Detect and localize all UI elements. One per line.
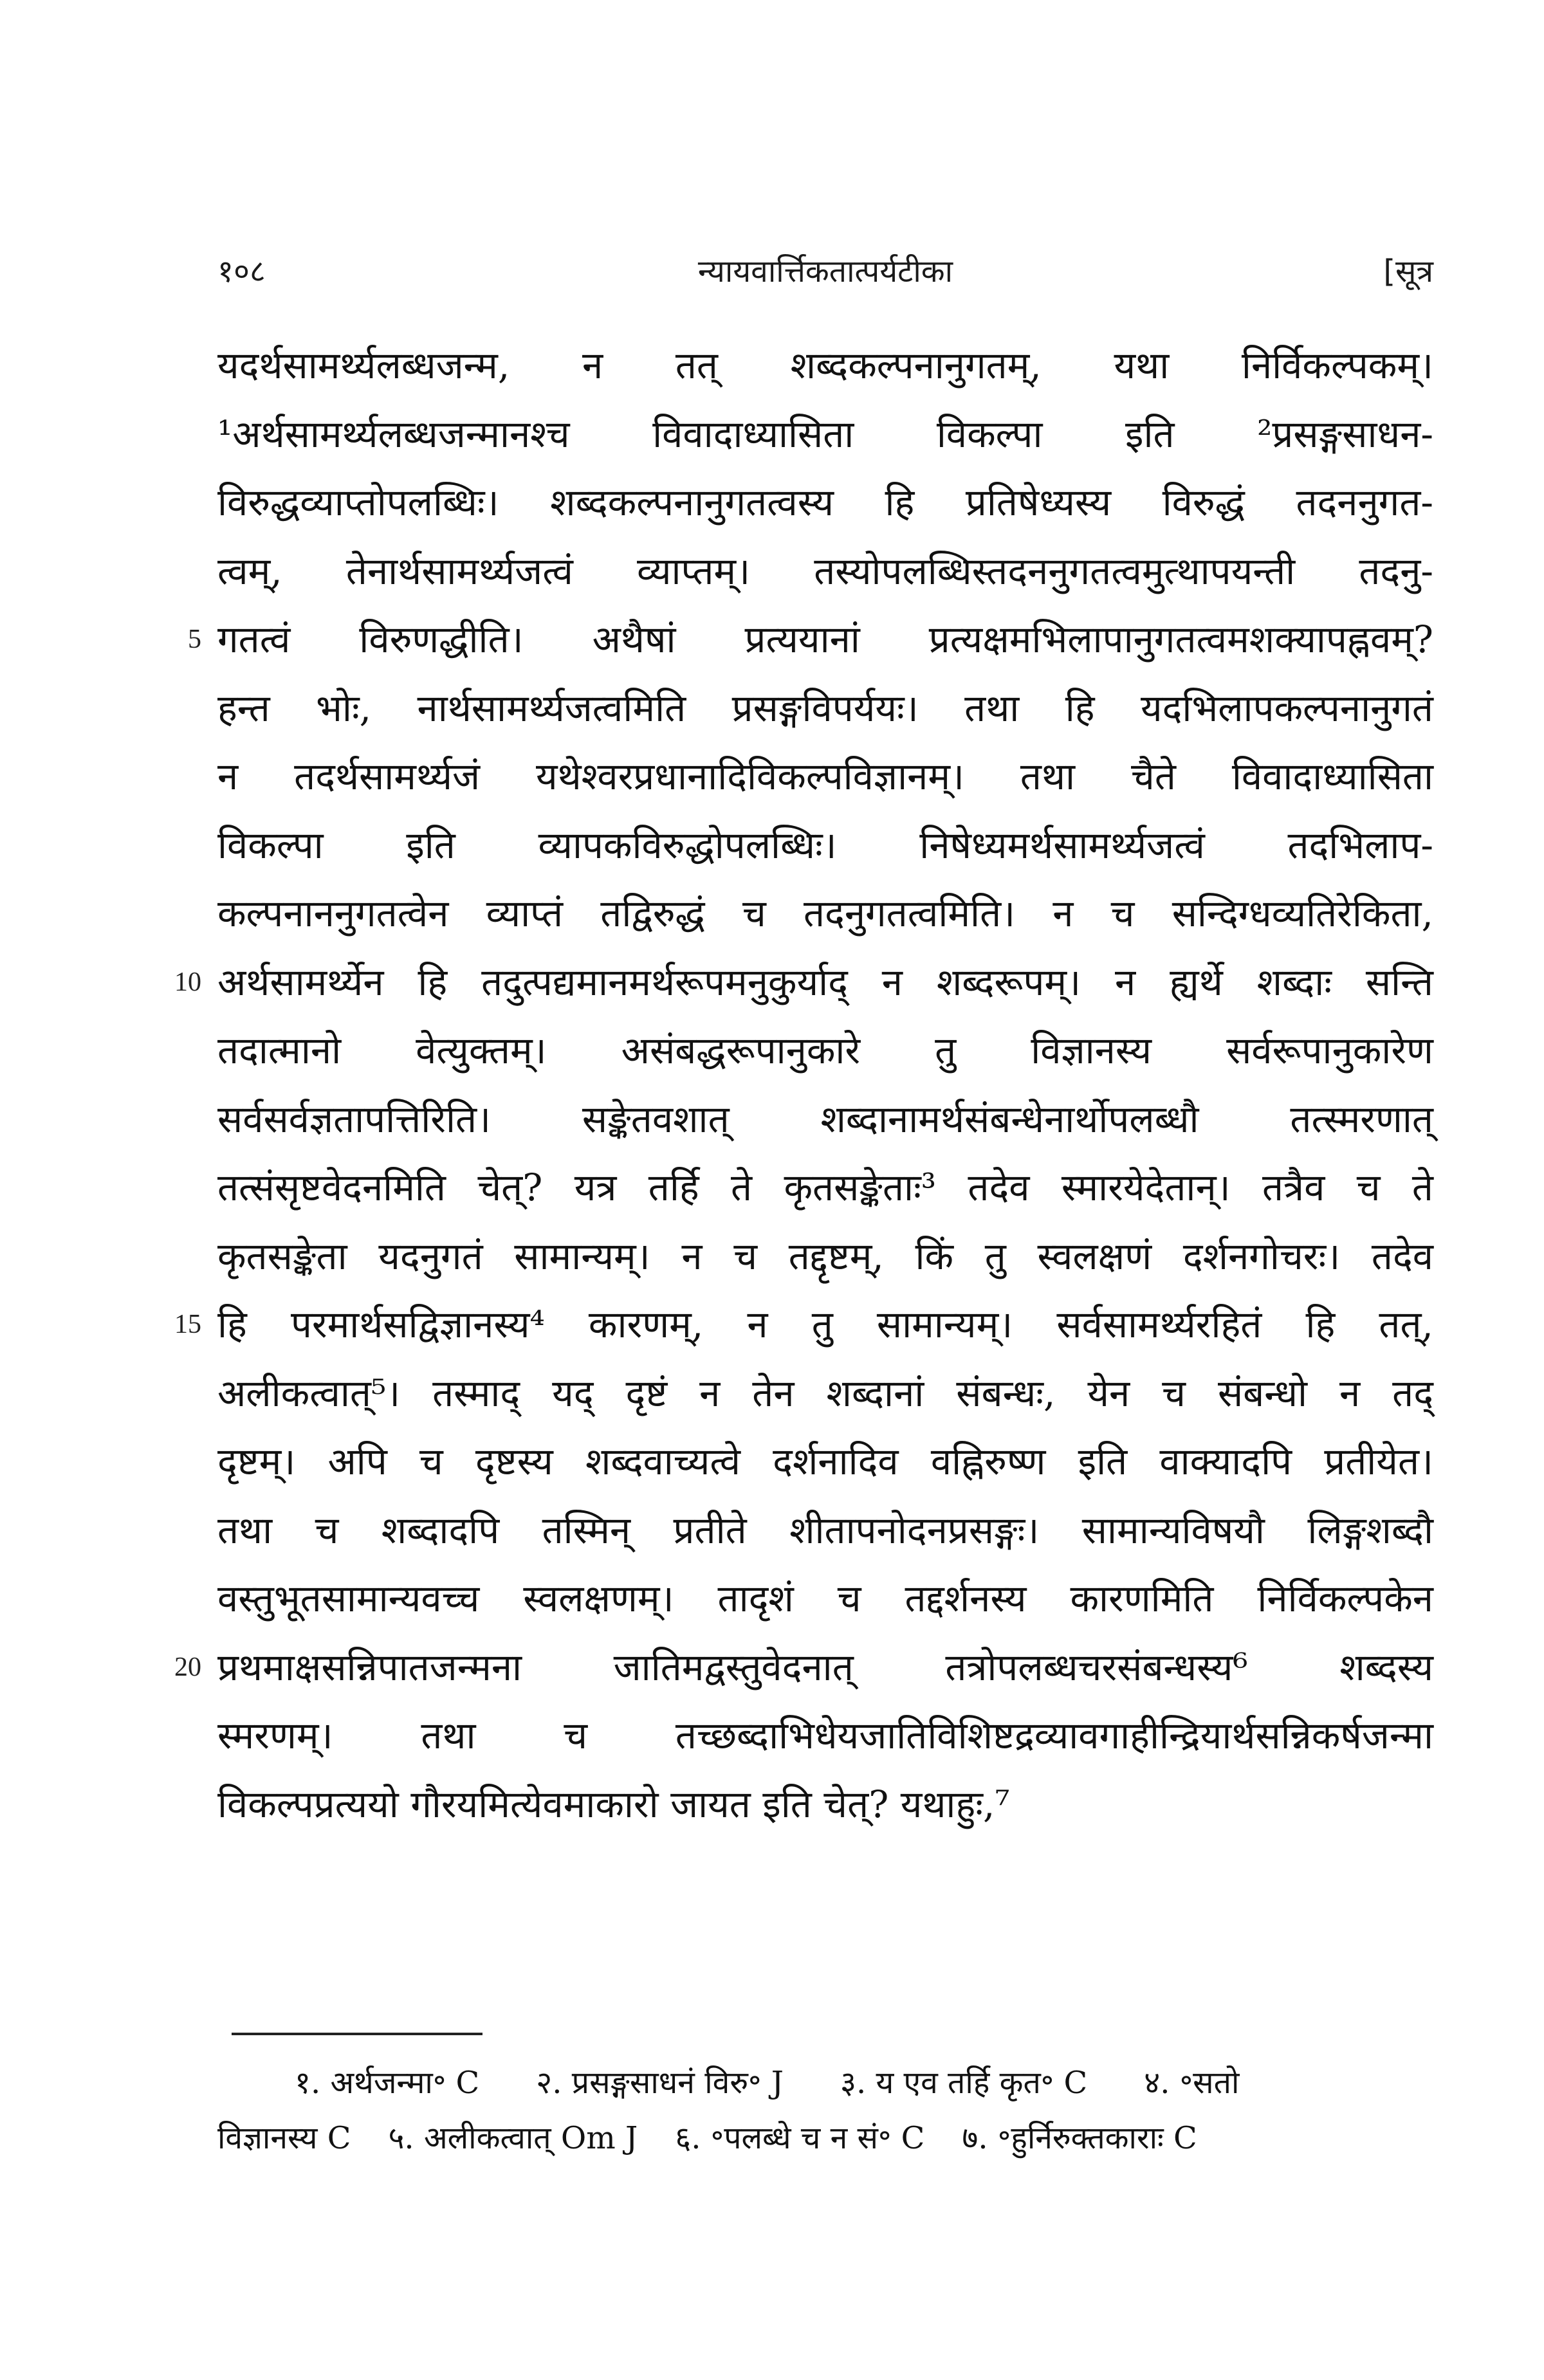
text-line	[188, 605, 1433, 674]
text-line	[174, 948, 1433, 1017]
text-line	[217, 879, 1433, 948]
line-text: न तदर्थसामर्थ्यजं यथेश्वरप्रधानादिविकल्पविज्ञानम्। तथा चैते विवादाध्यासिता	[217, 755, 1433, 798]
line-text: अर्थसामर्थ्येन हि तदुत्पद्यमानमर्थरूपमनुकुर्याद् न शब्दरूपम्। न ह्यर्थे शब्दाः सन्ति	[217, 960, 1433, 1004]
text-line	[217, 331, 1433, 400]
footnote: ३. य एव तर्हि कृत॰ C	[840, 2065, 1088, 2101]
text-line	[217, 811, 1433, 880]
line-text: हन्त भोः, नार्थसामर्थ्यजत्वमिति प्रसङ्गविपर्ययः। तथा हि यदभिलापकल्पनानुगतं	[217, 686, 1433, 730]
text-line	[217, 1359, 1433, 1428]
line-text: हि परमार्थसद्विज्ञानस्य⁴ कारणम्, न तु सामान्यम्। सर्वसामर्थ्यरहितं हि तत्,	[217, 1303, 1433, 1346]
footnotes	[217, 2055, 1433, 2166]
line-text: यदर्थसामर्थ्यलब्धजन्म, न तत् शब्दकल्पनानुगतम्, यथा निर्विकल्पकम्।	[217, 343, 1433, 387]
line-number: 15	[174, 1310, 201, 1339]
line-text: तत्संसृष्टवेदनमिति चेत्? यत्र तर्हि ते कृतसङ्केताः³ तदेव स्मारयेदेतान्। तत्रैव च ते	[217, 1166, 1433, 1209]
text-line	[217, 537, 1433, 606]
text-line	[217, 674, 1433, 743]
running-header	[217, 250, 1433, 301]
line-text: विकल्पा इति व्यापकविरुद्धोपलब्धिः। निषेध्यमर्थसामर्थ्यजत्वं तदभिलाप-	[217, 823, 1433, 867]
text-line	[217, 468, 1433, 537]
text-line	[217, 1016, 1433, 1085]
line-text: प्रथमाक्षसन्निपातजन्मना जातिमद्वस्तुवेदनात् तत्रोपलब्धचरसंबन्धस्य⁶ शब्दस्य	[217, 1645, 1433, 1689]
text-line	[217, 1496, 1433, 1565]
line-text: सर्वसर्वज्ञतापत्तिरिति। सङ्केतवशात् शब्दानामर्थसंबन्धेनार्थोपलब्धौ तत्स्मरणात्	[217, 1097, 1433, 1141]
line-text: स्मरणम्। तथा च तच्छब्दाभिधेयजातिविशिष्टद्रव्यावगाहीन्द्रियार्थसन्निकर्षजन्मा	[217, 1714, 1433, 1757]
running-title: न्यायवार्त्तिकतात्पर्यटीका	[697, 253, 953, 289]
text-line	[217, 1564, 1433, 1633]
footnote: ७. ॰हुर्निरुक्तकाराः C	[962, 2120, 1197, 2156]
text-line	[217, 1701, 1433, 1770]
line-text: विरुद्धव्याप्तोपलब्धिः। शब्दकल्पनानुगतत्वस्य हि प्रतिषेध्यस्य विरुद्धं तदननुगत-	[217, 481, 1433, 524]
line-text: ¹अर्थसामर्थ्यलब्धजन्मानश्च विवादाध्यासिता विकल्पा इति ²प्रसङ्गसाधन-	[217, 412, 1433, 456]
text-line	[217, 1153, 1433, 1222]
footnote: २. प्रसङ्गसाधनं विरु॰ J	[536, 2065, 784, 2101]
line-text: कल्पनाननुगतत्वेन व्याप्तं तद्विरुद्धं च तदनुगतत्वमिति। न च सन्दिग्धव्यतिरेकिता,	[217, 892, 1433, 935]
line-number: 10	[174, 967, 201, 997]
line-text: गतत्वं विरुणद्धीति। अथैषां प्रत्ययानां प्रत्यक्षमभिलापानुगतत्वमशक्यापह्नवम्?	[217, 618, 1433, 661]
line-text: विकल्पप्रत्ययो गौरयमित्येवमाकारो जायत इति चेत्? यथाहुः,⁷	[217, 1782, 1010, 1826]
text-line	[217, 1085, 1433, 1154]
text-line	[217, 1427, 1433, 1496]
footnote-row	[217, 2110, 1433, 2166]
footnote: ६. ॰पलब्धे च न सं॰ C	[675, 2120, 925, 2156]
line-number: 5	[188, 625, 201, 654]
footnote: विज्ञानस्य C	[217, 2120, 351, 2156]
line-text: तदात्मानो वेत्युक्तम्। असंबद्धरूपानुकारे तु विज्ञानस्य सर्वरूपानुकारेण	[217, 1029, 1433, 1072]
text-line	[174, 1290, 1433, 1359]
section-marker: [सूत्र	[1383, 253, 1433, 289]
line-text: त्वम्, तेनार्थसामर्थ्यजत्वं व्याप्तम्। तस्योपलब्धिस्तदननुगतत्वमुत्थापयन्ती तदनु-	[217, 549, 1433, 593]
text-line	[217, 400, 1433, 469]
line-text: अलीकत्वात्⁵। तस्माद् यद् दृष्टं न तेन शब्दानां संबन्धः, येन च संबन्धो न तद्	[217, 1371, 1433, 1415]
text-line	[217, 1222, 1433, 1291]
footnote: ४. ॰सतो	[1144, 2065, 1240, 2101]
footnote: १. अर्थजन्मा॰ C	[295, 2065, 480, 2101]
line-number: 20	[174, 1652, 201, 1682]
footnote-rule	[232, 2033, 482, 2035]
line-text: तथा च शब्दादपि तस्मिन् प्रतीते शीतापनोदनप्रसङ्गः। सामान्यविषयौ लिङ्गशब्दौ	[217, 1508, 1433, 1552]
text-line	[174, 1633, 1433, 1702]
line-text: कृतसङ्केता यदनुगतं सामान्यम्। न च तद्दृष्टम्, किं तु स्वलक्षणं दर्शनगोचरः। तदेव	[217, 1234, 1433, 1278]
footnote-row	[217, 2055, 1433, 2110]
footnote: ५. अलीकत्वात् Om J	[388, 2120, 638, 2156]
page-number: १०८	[217, 253, 266, 289]
line-text: दृष्टम्। अपि च दृष्टस्य शब्दवाच्यत्वे दर्शनादिव वह्निरुष्ण इति वाक्यादपि प्रतीयेत।	[217, 1440, 1433, 1483]
main-text	[174, 331, 1433, 1838]
text-line	[217, 742, 1433, 811]
line-text: वस्तुभूतसामान्यवच्च स्वलक्षणम्। तादृशं च तद्दर्शनस्य कारणमिति निर्विकल्पकेन	[217, 1577, 1433, 1620]
text-line	[217, 1770, 1433, 1839]
